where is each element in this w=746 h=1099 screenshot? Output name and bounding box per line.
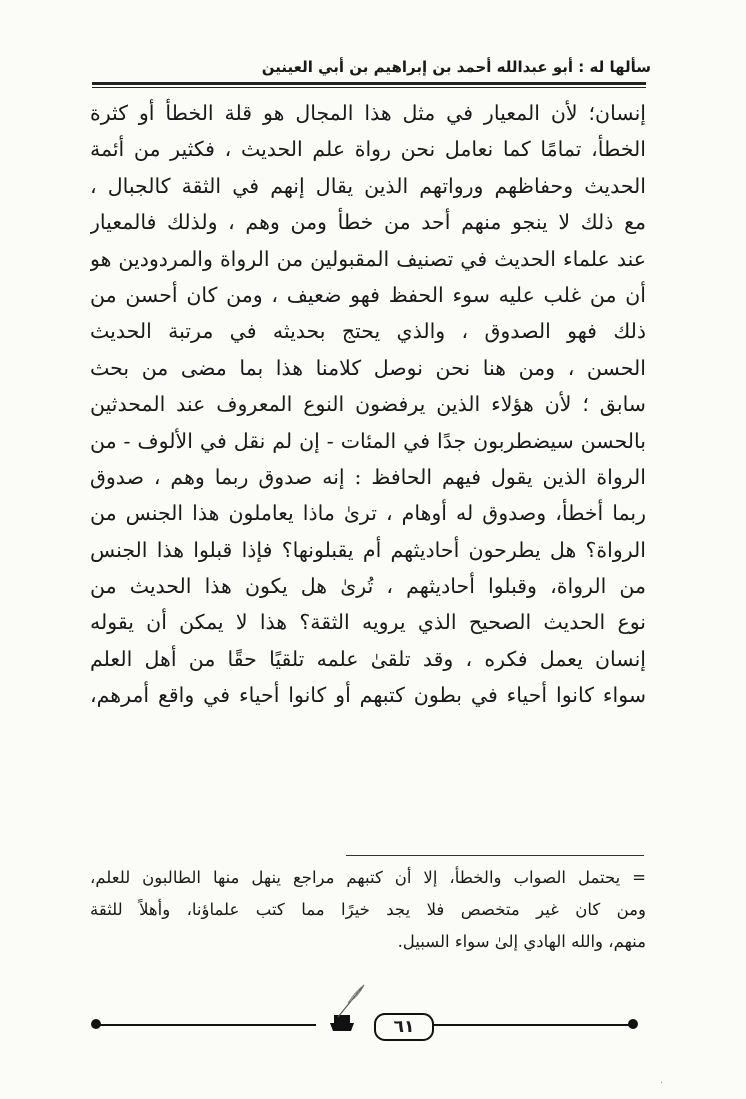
footnote-line: ومن كان غير متخصص فلا يجد خيرًا مما كتب علماؤنا، وأهلاً للثقة bbox=[90, 900, 646, 919]
footnote-line: = يحتمل الصواب والخطأ، إلا أن كتبهم مراجع ينهل منها الطالبون للعلم، bbox=[90, 868, 646, 887]
scan-speck: · bbox=[660, 1078, 664, 1089]
footer-right-rule bbox=[432, 1024, 632, 1026]
main-text bbox=[90, 95, 646, 714]
text-line: ذلك فهو الصدوق ، والذي يحتج بحديثه في مرتبة الحديث bbox=[90, 319, 646, 344]
footnote bbox=[90, 862, 646, 958]
text-line: نوع الحديث الصحيح الذي يرويه الثقة؟ هذا لا يمكن أن يقوله bbox=[90, 610, 646, 635]
running-header-title: سألها له : أبو عبدالله أحمد بن إبراهيم بن أبي العينين bbox=[261, 58, 651, 76]
text-line: إنسان يعمل فكره ، وقد تلقىٰ علمه تلقيًا حقًا من أهل العلم bbox=[90, 646, 646, 671]
text-line: الرواة الذين يقول فيهم الحافظ : إنه صدوق ربما وهم ، صدوق bbox=[90, 464, 646, 489]
footer-right-dot bbox=[628, 1019, 638, 1029]
text-line: أن من غلب عليه سوء الحفظ فهو ضعيف ، ومن كان أحسن من bbox=[90, 282, 646, 307]
header-rule-thick bbox=[92, 82, 646, 85]
text-line: سواء كانوا أحياء في بطون كتبهم أو كانوا أحياء في واقع أمرهم، bbox=[90, 683, 646, 708]
text-line: ربما أخطأ، وصدوق له أوهام ، ترىٰ ماذا يعاملون هذا الجنس من bbox=[90, 501, 646, 526]
header-rule-thin bbox=[92, 87, 646, 88]
footnote-line: منهم، والله الهادي إلىٰ سواء السبيل. bbox=[397, 932, 646, 951]
text-line: الرواة؟ هل يطرحون أحاديثهم أم يقبلونها؟ فإذا قبلوا هذا الجنس bbox=[90, 537, 646, 562]
text-line: إنسان؛ لأن المعيار في مثل هذا المجال هو قلة الخطأ أو كثرة bbox=[90, 101, 646, 125]
text-line: من الرواة، وقبلوا أحاديثهم ، تُرىٰ هل يكون هذا الحديث من bbox=[90, 574, 646, 599]
inkwell-quill-icon bbox=[318, 983, 366, 1033]
footnote-separator bbox=[346, 855, 644, 856]
text-line: الخطأ، تمامًا كما نعامل نحن رواة علم الحديث ، فكثير من أئمة bbox=[90, 137, 646, 162]
text-line: مع ذلك لا ينجو منهم أحد من خطأ ومن وهم ، ولذلك فالمعيار bbox=[90, 210, 646, 235]
footer-left-rule bbox=[98, 1024, 316, 1026]
text-line: سابق ؛ لأن هؤلاء الذين يرفضون النوع المعروف عند المحدثين bbox=[90, 392, 646, 417]
text-line: الحديث وحفاظهم ورواتهم الذين يقال إنهم في الثقة كالجبال ، bbox=[90, 173, 646, 198]
text-line: بالحسن سيضطربون جدًا في المئات - إن لم نقل في الألوف - من bbox=[90, 428, 646, 453]
page-number: ٦١ bbox=[374, 1013, 434, 1041]
text-line: عند علماء الحديث في تصنيف المقبولين من الرواة والمردودين هو bbox=[90, 246, 646, 271]
text-line: الحسن ، ومن هنا نحن نوصل كلامنا هذا بما مضى من بحث bbox=[90, 355, 646, 380]
